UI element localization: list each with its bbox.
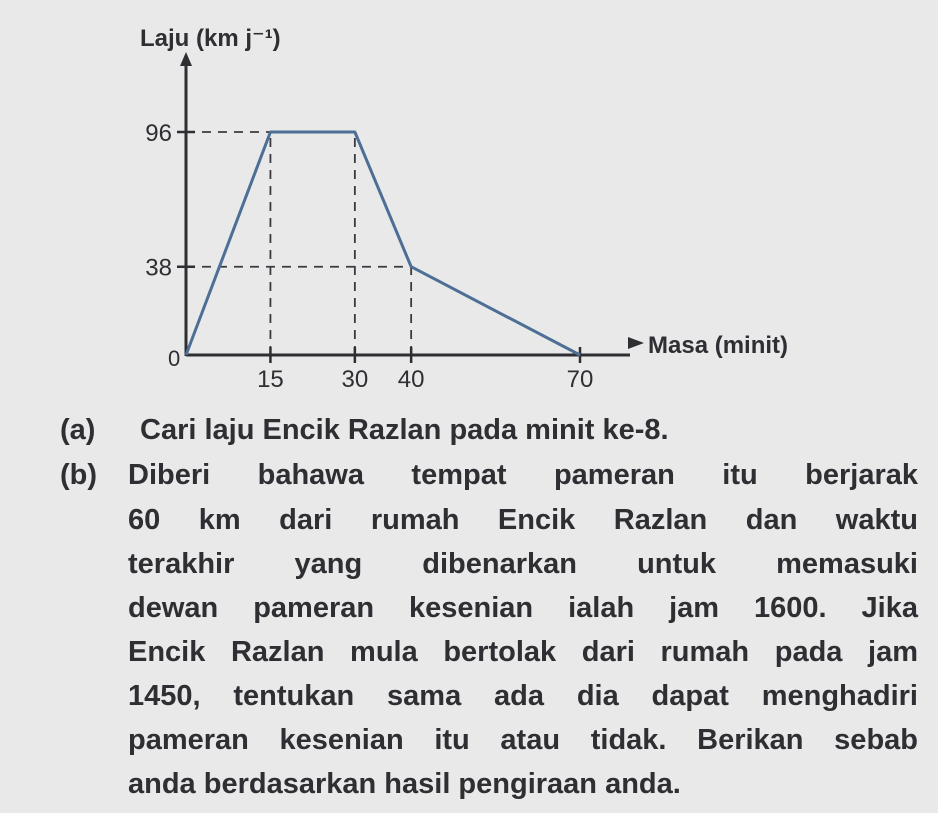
dashed-guides <box>186 132 411 355</box>
x-tick-label-40: 40 <box>397 366 425 393</box>
x-axis-label: Masa (minit) <box>648 332 789 359</box>
speed-series <box>186 132 580 355</box>
question-b-line-3: terakhir yang dibenarkan untuk memasuki <box>128 548 918 580</box>
x-tick-label-30: 30 <box>341 366 369 393</box>
question-b-line-1: Diberi bahawa tempat pameran itu berjarak <box>128 459 918 491</box>
speed-time-graph <box>0 0 938 400</box>
x-axis-arrowhead <box>628 337 644 349</box>
question-b-line-4: dewan pameran kesenian ialah jam 1600. Jika <box>128 592 918 624</box>
question-a-label: (a) <box>60 414 96 446</box>
question-b-line-5: Encik Razlan mula bertolak dari rumah pada jam <box>128 636 918 668</box>
x-tick-label-70: 70 <box>566 366 594 393</box>
question-b-line-7: pameran kesenian itu atau tidak. Berikan sebab <box>128 724 918 756</box>
origin-label: 0 <box>168 346 181 371</box>
question-b-line-8: anda berdasarkan hasil pengiraan anda. <box>128 768 681 800</box>
question-a-text: Cari laju Encik Razlan pada minit ke-8. <box>140 414 669 446</box>
tick-labels <box>145 120 593 393</box>
axes <box>180 52 644 356</box>
speed-line <box>186 132 580 355</box>
ticks <box>177 132 580 363</box>
question-b-line-6: 1450, tentukan sama ada dia dapat menghadiri <box>128 680 918 712</box>
y-tick-label-38: 38 <box>145 254 172 282</box>
x-tick-label-15: 15 <box>257 366 284 393</box>
question-b-label: (b) <box>60 459 98 491</box>
y-axis-label: Laju (km j⁻¹) <box>140 25 281 52</box>
y-axis-arrowhead <box>180 52 192 66</box>
y-tick-label-96: 96 <box>145 120 172 147</box>
question-b-line-2: 60 km dari rumah Encik Razlan dan waktu <box>128 504 918 536</box>
